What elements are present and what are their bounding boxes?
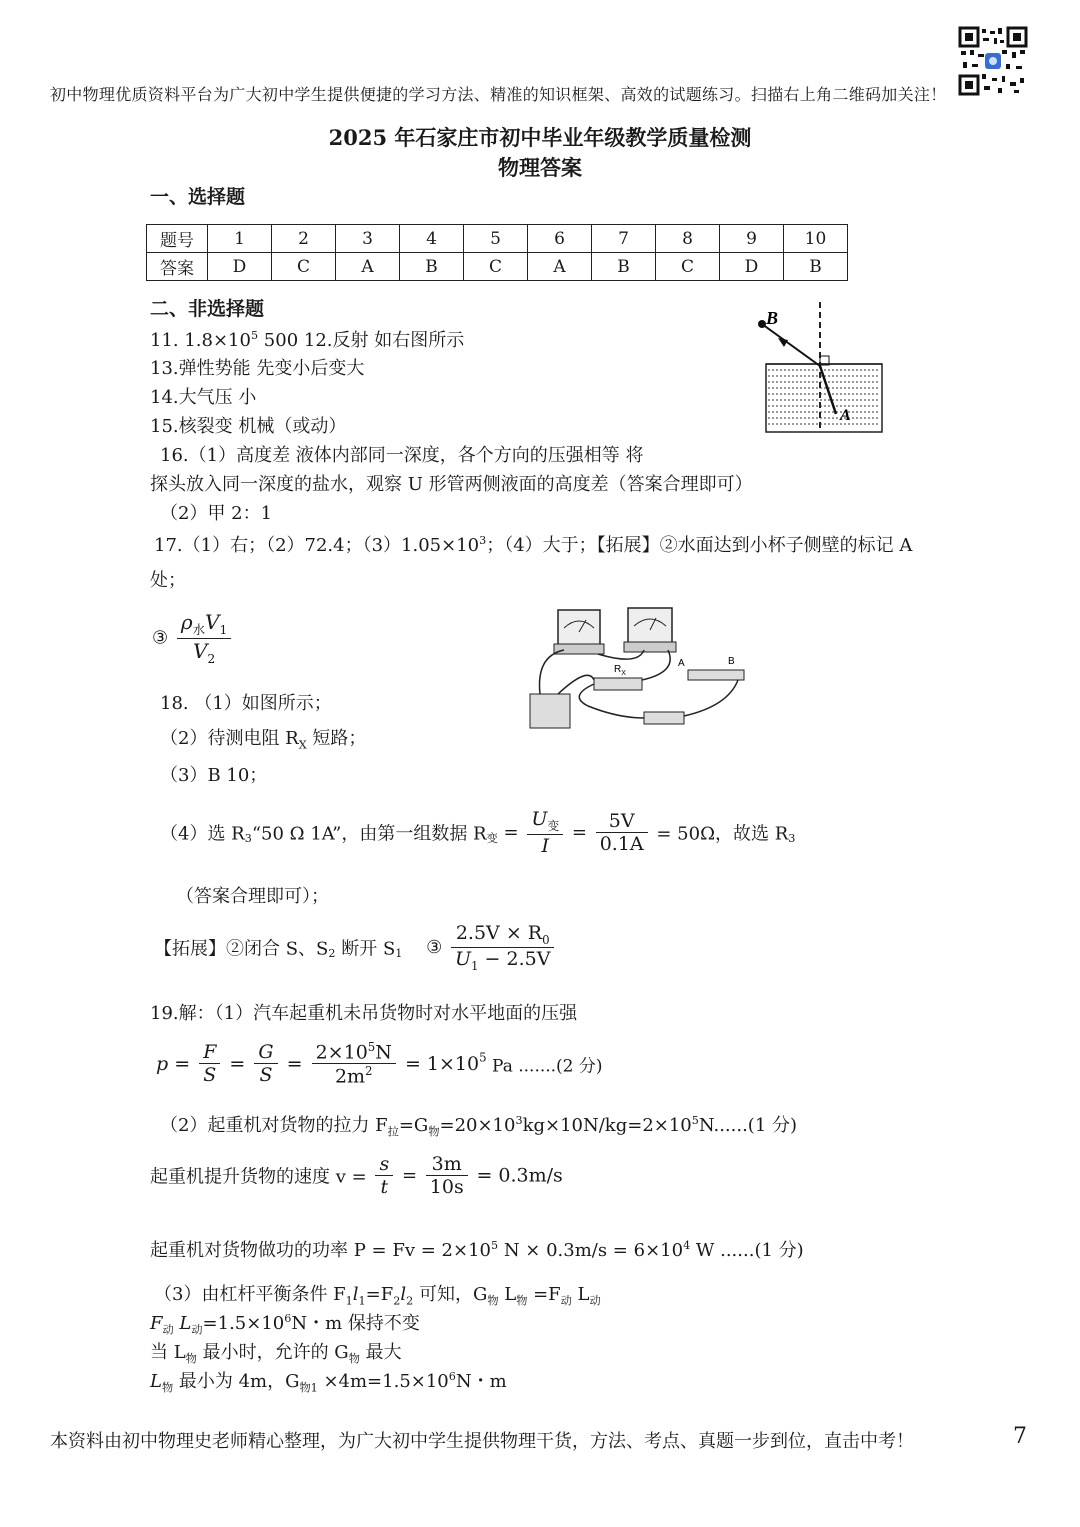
circuit-diagram (528, 606, 760, 736)
table-cell: C (272, 253, 336, 281)
switch-icon (644, 712, 684, 724)
answer-q14: 14.大气压 小 (150, 387, 257, 408)
answer-q13: 13.弹性势能 先变小后变大 (150, 358, 365, 379)
answer-q18-line3: （3）B 10； (160, 765, 268, 786)
answer-q15: 15.核裂变 机械（或动） (150, 416, 347, 437)
arrow-icon (778, 338, 788, 347)
answer-q19-lever-line2: $F_动$ $L_动=1.5\times 10^6N$・m 保持不变 (150, 1312, 420, 1337)
table-cell: 4 (400, 225, 464, 253)
answer-q19-line3: （2）起重机对货物的拉力 $F_拉=G_物=20\times 10^3kg\times 10N/kg=2\times 10^5N......(1$ 分) (160, 1114, 798, 1139)
section-heading-choice: 一、选择题 (150, 186, 246, 208)
answer-q18-line1: 18. （1）如图所示； (160, 693, 332, 714)
answer-q19-line1: 19.解：（1）汽车起重机未吊货物时对水平地面的压强 (150, 1003, 578, 1024)
page-subtitle: 物理答案 (498, 155, 582, 180)
answer-q11-q12: 11. $1.8\times 10^5$ 500 12.反射 如右图所示 (150, 329, 465, 351)
header-promo: 初中物理优质资料平台为广大初中学生提供便捷的学习方法、精准的知识框架、高效的试题练习。扫描右上角二维码加关注！ (50, 85, 947, 104)
answer-q17-line2: 处； (150, 570, 186, 591)
table-cell: 5 (464, 225, 528, 253)
answer-q16-line3: （2）甲 2：1 (160, 503, 273, 524)
table-cell: 2 (272, 225, 336, 253)
answer-q17-formula: ③ $\frac{\rho_水V_1}{V_2}$ (152, 610, 234, 666)
reflected-ray (762, 324, 820, 366)
voltmeter-icon (554, 610, 604, 654)
refraction-diagram (736, 298, 886, 438)
footer-text: 本资料由初中物理史老师精心整理，为广大初中学生提供物理干货，方法、考点、真题一步到位，直击中考！ (50, 1431, 914, 1452)
answer-q19-lever-line1: （3）由杠杆平衡条件 $F_1l_1=F_2l_2$ 可知，$G_物$ $L_物 =F_动$ $L_动$ (154, 1284, 601, 1308)
answer-q18-line5: （答案合理即可）； (176, 886, 329, 907)
rheostat-icon (688, 670, 744, 680)
ammeter-icon (624, 608, 676, 652)
table-cell: C (464, 253, 528, 281)
table-cell: 10 (784, 225, 848, 253)
table-row (147, 253, 848, 281)
table-cell: 8 (656, 225, 720, 253)
answer-q19-pressure-formula: p = $\frac{F}{S}$ = $\frac{G}{S}$ = $\frac{2\times 10^5N}{2m^2}$ = $1\times 10^5$ Pa .......(2 分) (156, 1040, 603, 1088)
label-b-rheostat: B (728, 656, 735, 667)
table-cell: B (400, 253, 464, 281)
table-cell: 3 (336, 225, 400, 253)
page-title: 2025 年石家庄市初中毕业年级教学质量检测 (328, 125, 752, 150)
qr-code-icon[interactable] (958, 26, 1028, 96)
table-cell: A (528, 253, 592, 281)
label-rx: $R_X$ (614, 664, 626, 677)
label-a: A (840, 407, 851, 424)
battery-icon (530, 694, 570, 728)
answer-q18-line2: （2）待测电阻 $R_X$ 短路； (160, 728, 367, 752)
answer-q19-lever-line4: $L_物$ 最小为 4m，$G_{物1} \times 4m=1.5\times 10^6N$・m (150, 1370, 507, 1395)
table-cell: 6 (528, 225, 592, 253)
answer-q19-power: 起重机对货物做功的功率 $P = Fv = 2\times 10^5$ $N \times 0.3m/s = 6\times 10^4$ W ......(1 分) (150, 1239, 804, 1261)
table-cell: B (592, 253, 656, 281)
table-row (147, 225, 848, 253)
table-cell: D (208, 253, 272, 281)
table-cell: C (656, 253, 720, 281)
table-cell: B (784, 253, 848, 281)
answer-q18-line4: （4）选 $R_3“50$ Ω 1A”，由第一组数据 $R_变$ = $\frac{U_变}{I}$ = $\frac{5V}{0.1A}$ = 50Ω，故选 $R_3$ (160, 808, 796, 857)
table-cell: 题号 (147, 225, 208, 253)
table-cell: 1 (208, 225, 272, 253)
table-cell: 9 (720, 225, 784, 253)
table-cell: 答案 (147, 253, 208, 281)
answer-table (146, 224, 848, 281)
refracted-ray (820, 366, 836, 414)
table-cell: D (720, 253, 784, 281)
answer-q17-line1: 17.（1）右；（2）72.4；$(3)1.05\times 10^3$；（4）大于；【拓展】②水面达到小杯子侧壁的标记 A (154, 534, 913, 556)
label-a-rheostat: A (678, 658, 685, 669)
label-b: B (766, 308, 779, 328)
answer-q18-extension: 【拓展】②闭合 S、$S_2$ 断开 $S_1$ ③ $\frac{2.5V \times R_0}{U_1 - 2.5V}$ (154, 922, 557, 973)
table-cell: A (336, 253, 400, 281)
page-number: 7 (1013, 1424, 1027, 1449)
answer-q16-line2: 探头放入同一深度的盐水，观察 U 形管两侧液面的高度差（答案合理即可） (150, 474, 753, 495)
answer-q19-velocity: 起重机提升货物的速度 v = $\frac{s}{t}$ = $\frac{3m}{10s}$ = 0.3m/s (150, 1153, 563, 1198)
section-heading-nonchoice: 二、非选择题 (150, 298, 265, 320)
answer-q16-line1: 16.（1）高度差 液体内部同一深度，各个方向的压强相等 将 (160, 445, 644, 466)
resistor-icon (594, 678, 642, 690)
answer-q19-lever-line3: 当 $L_物$ 最小时，允许的 $G_物$ 最大 (150, 1342, 402, 1366)
table-cell: 7 (592, 225, 656, 253)
